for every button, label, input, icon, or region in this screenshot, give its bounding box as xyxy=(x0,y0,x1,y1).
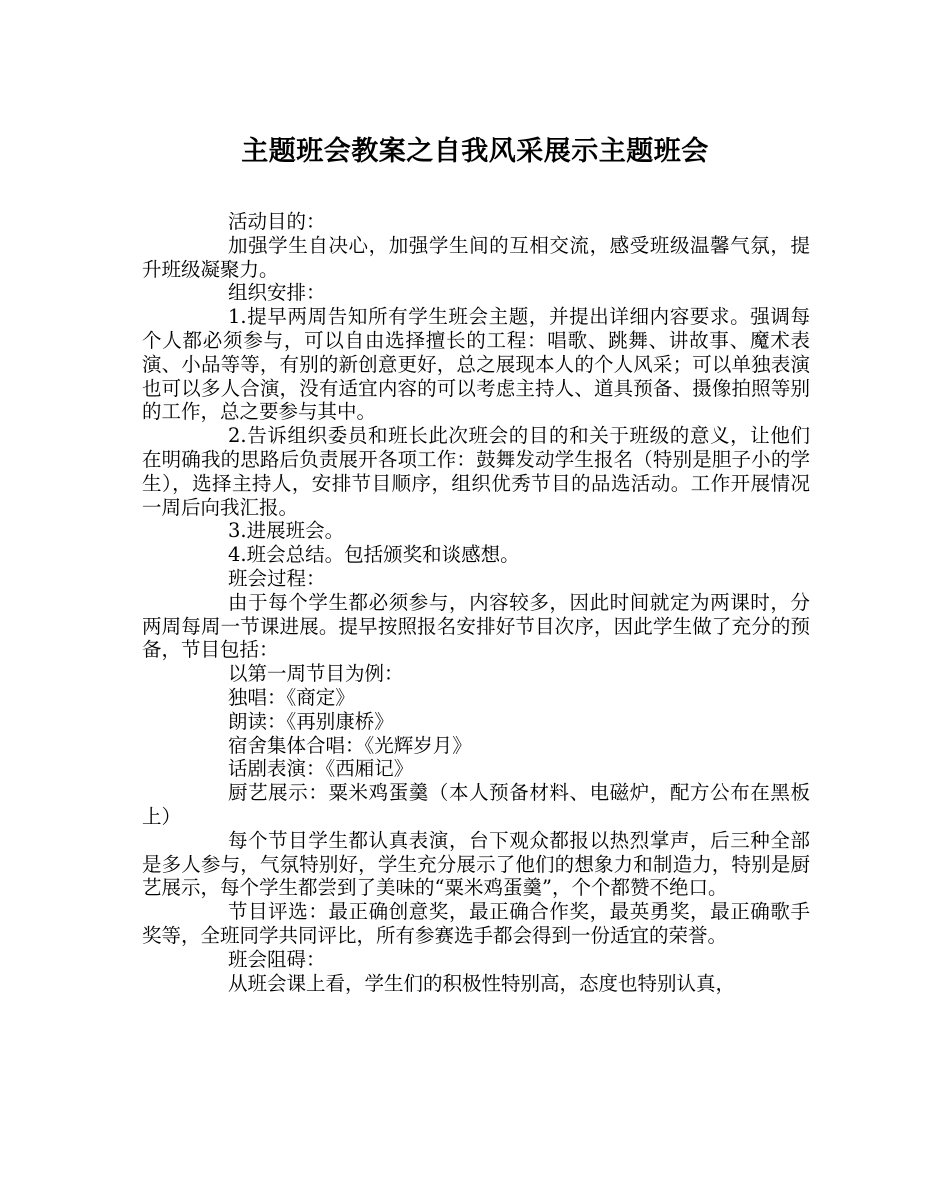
paragraph-heading-activity-goal: 活动目的： xyxy=(228,210,326,233)
paragraph: 4.班会总结。包括颁奖和谈感想。 xyxy=(228,543,520,567)
paragraph: 每个节目学生都认真表演，台下观众都报以热烈掌声，后三种全部是多人参与，气氛特别好，学生充分展示了他们的想象力和制造力，特别是厨艺展示，每个学生都尝到了美味的“粟米鸡蛋羹”，个个都赞不绝口。 xyxy=(142,828,810,900)
program-item: 独唱：《商定》 xyxy=(228,685,355,709)
program-item: 宿舍集体合唱：《光辉岁月》 xyxy=(228,733,472,757)
paragraph: 2.告诉组织委员和班长此次班会的目的和关于班级的意义，让他们在明确我的思路后负责展开各项工作：鼓舞发动学生报名（特别是胆子小的学生），选择主持人，安排节目顺序，组织优秀节目的品选活动。工作开展情况一周后向我汇报。 xyxy=(142,424,810,519)
program-item: 朗读：《再别康桥》 xyxy=(228,709,394,733)
paragraph: 加强学生自决心，加强学生间的互相交流，感受班级温馨气氛，提升班级凝聚力。 xyxy=(142,233,810,281)
paragraph-heading-organization: 组织安排： xyxy=(228,281,326,305)
paragraph: 从班会课上看，学生们的积极性特别高，态度也特别认真， xyxy=(228,971,736,995)
document-title: 主题班会教案之自我风采展示主题班会 xyxy=(241,136,709,167)
paragraph: 3.进展班会。 xyxy=(228,519,345,543)
document-body xyxy=(142,210,810,995)
paragraph: 1.提早两周告知所有学生班会主题，并提出详细内容要求。强调每个人都必须参与，可以自由选择擅长的工程：唱歌、跳舞、讲故事、魔术表演、小品等等，有别的新创意更好，总之展现本人的个人风采；可以单独表演也可以多人合演，没有适宜内容的可以考虑主持人、道具预备、摄像拍照等别的工作，总之要参与其中。 xyxy=(142,305,810,424)
paragraph-heading-process: 班会过程： xyxy=(228,566,326,590)
paragraph: 由于每个学生都必须参与，内容较多，因此时间就定为两课时，分两周每周一节课进展。提早按照报名安排好节目次序，因此学生做了充分的预备，节目包括： xyxy=(142,590,810,662)
paragraph: 以第一周节目为例： xyxy=(228,662,404,686)
program-item: 厨艺展示：粟米鸡蛋羹（本人预备材料、电磁炉，配方公布在黑板上） xyxy=(142,781,810,828)
paragraph: 节目评选：最正确创意奖，最正确合作奖，最英勇奖，最正确歌手奖等，全班同学共同评比，所有参赛选手都会得到一份适宜的荣誉。 xyxy=(142,900,810,947)
paragraph-heading-obstacles: 班会阻碍： xyxy=(228,947,326,971)
program-item: 话剧表演：《西厢记》 xyxy=(228,757,414,781)
